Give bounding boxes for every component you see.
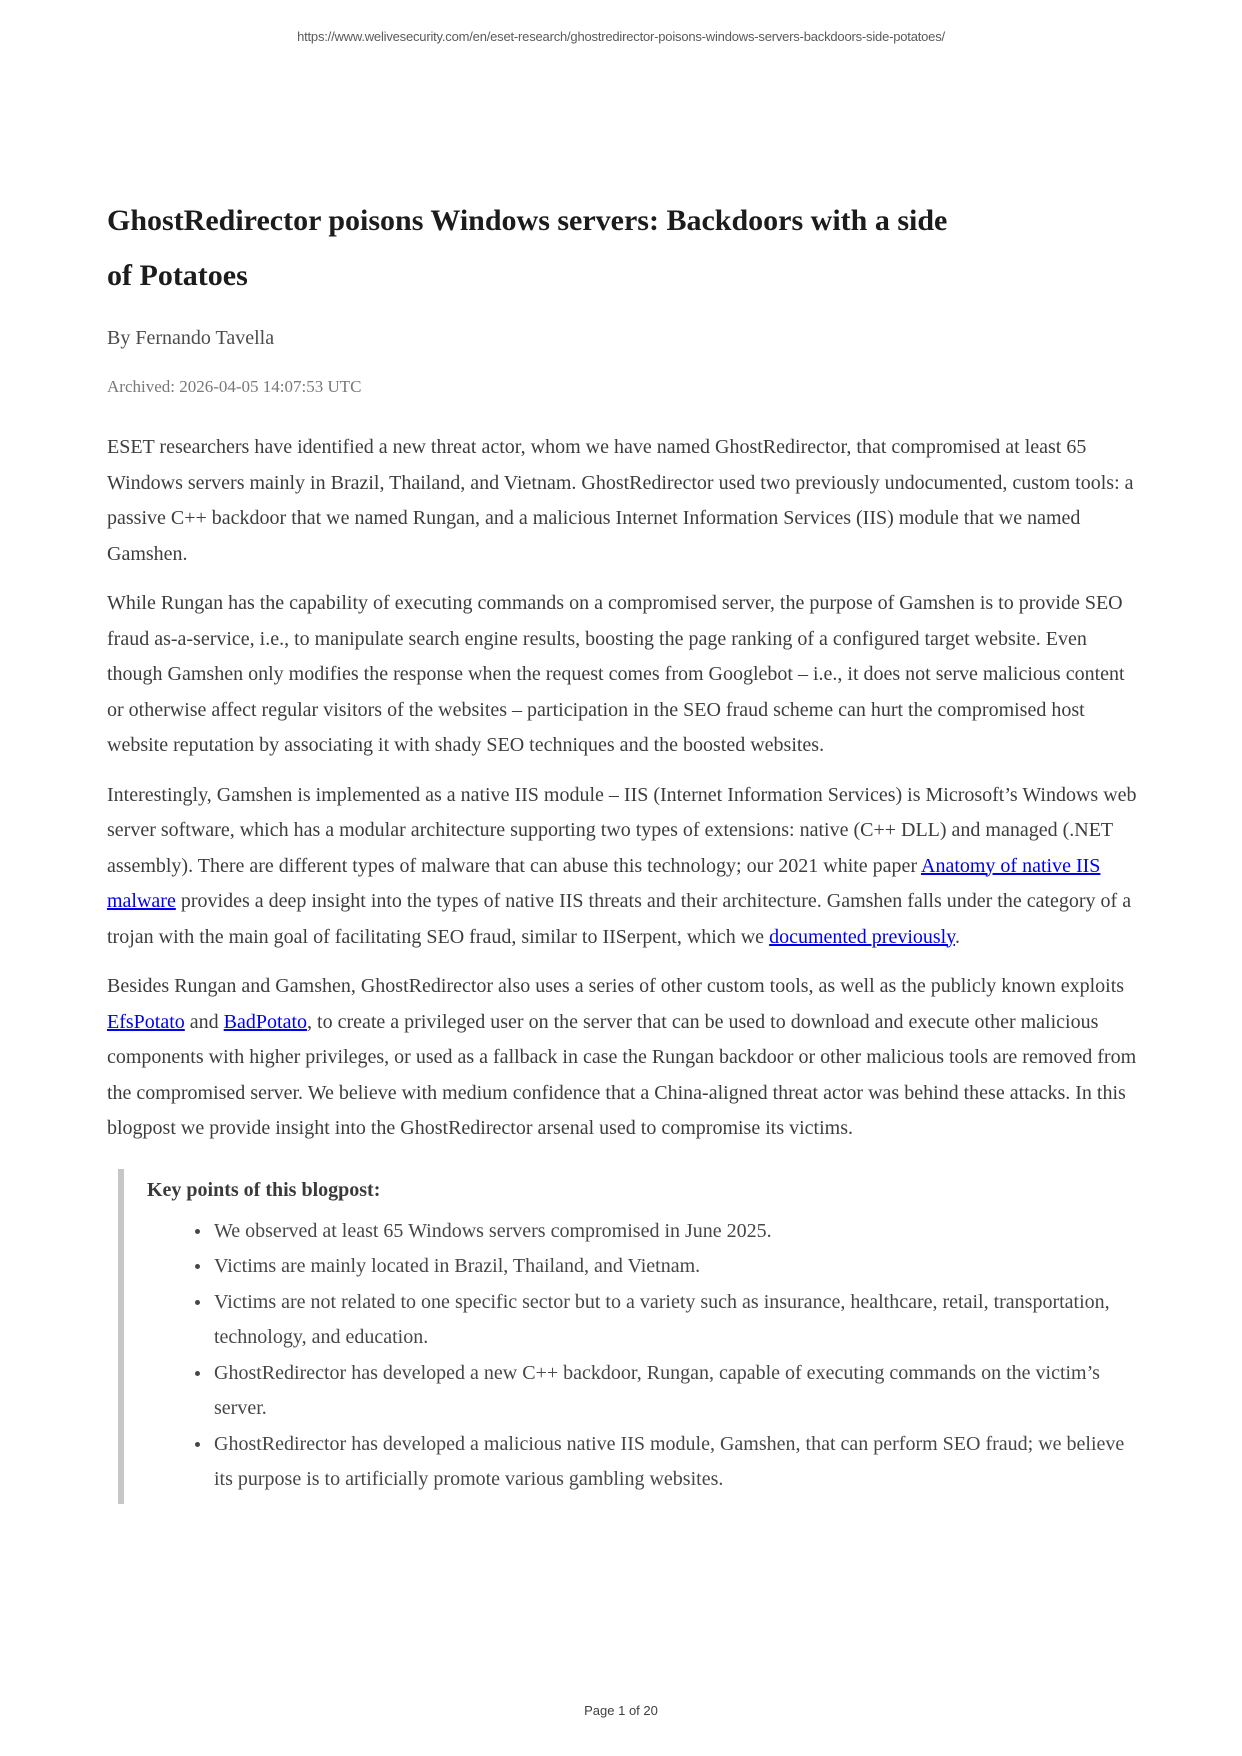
page-title-line-1: GhostRedirector poisons Windows servers: Backdoors with a side <box>107 204 948 237</box>
key-points-list <box>147 1214 1137 1498</box>
paragraph-text: and <box>184 1010 224 1033</box>
paragraph-intro: ESET researchers have identified a new threat actor, whom we have named GhostRedirector, that compromised at least 65 Windows servers mainly in Brazil, Thailand, and Vietnam. GhostRedirector used two previously undocumented, custom tools: a passive C++ backdoor that we named Rungan, and a malicious Internet Information Services (IIS) module that we named Gamshen. <box>107 436 1134 565</box>
link-efspotato[interactable]: EfsPotato <box>107 1010 185 1033</box>
paragraph-text: provides a deep insight into the types of native IIS threats and their architecture. Gamshen falls under the category of a trojan with the main goal of facilitating SEO fraud, similar to IISerpent, which we <box>107 890 1132 948</box>
archived-timestamp: Archived: 2026-04-05 14:07:53 UTC <box>107 377 362 396</box>
key-points-callout <box>118 1169 1139 1504</box>
paragraph-iis-module <box>107 778 1139 956</box>
paragraph-text: . <box>954 925 960 948</box>
page-title-line-2: of Potatoes <box>107 259 248 292</box>
article-content <box>107 193 1139 1504</box>
key-point-item: • GhostRedirector has developed a malicious native IIS module, Gamshen, that can perform SEO fraud; we believe its purpose is to artificially promote various gambling websites. <box>212 1427 1137 1498</box>
key-points-heading: Key points of this blogpost: <box>147 1178 381 1201</box>
paragraph-text: Interestingly, Gamshen is implemented as a native IIS module – IIS (Internet Information Services) is Microsoft’s Windows web server software, which has a modular architecture supporting two types of extensions: native (C++ DLL) and managed (.NET assembly). There are different types of malware that can abuse this technology; our 2021 white paper <box>107 783 1137 877</box>
paragraph-text: Besides Rungan and Gamshen, GhostRedirector also uses a series of other custom tools, as well as the publicly known exploits <box>107 975 1125 997</box>
paragraph-custom-tools <box>107 969 1139 1147</box>
page-title <box>107 193 1139 303</box>
key-point-item: • Victims are mainly located in Brazil, Thailand, and Vietnam. <box>212 1249 1137 1285</box>
key-point-item: • GhostRedirector has developed a new C++ backdoor, Rungan, capable of executing commands on the victim’s server. <box>212 1356 1137 1427</box>
byline: By Fernando Tavella <box>107 327 275 349</box>
print-header-url: https://www.welivesecurity.com/en/eset-research/ghostredirector-poisons-windows-servers-backdoors-side-potatoes/ <box>297 29 945 44</box>
link-documented-previously[interactable]: documented previously <box>769 925 955 948</box>
key-point-item: • We observed at least 65 Windows servers compromised in June 2025. <box>212 1214 1137 1250</box>
article-body <box>107 430 1139 1504</box>
link-anatomy-of-native-iis-malware[interactable]: Anatomy of native IIS malware <box>107 854 1101 912</box>
paragraph-seo-fraud: While Rungan has the capability of executing commands on a compromised server, the purpose of Gamshen is to provide SEO fraud as-a-service, i.e., to manipulate search engine results, boosting the page ranking of a configured target website. Even though Gamshen only modifies the response when the request comes from Googlebot – i.e., it does not serve malicious content or otherwise affect regular visitors of the websites – participation in the SEO fraud scheme can hurt the compromised host website reputation by associating it with shady SEO techniques and the boosted websites. <box>107 592 1125 756</box>
page-number: Page 1 of 20 <box>584 1703 658 1718</box>
key-point-item: • Victims are not related to one specific sector but to a variety such as insurance, healthcare, retail, transportation, technology, and education. <box>212 1285 1137 1356</box>
link-badpotato[interactable]: BadPotato <box>223 1010 308 1033</box>
paragraph-text: , to create a privileged user on the server that can be used to download and execute other malicious components with higher privileges, or used as a fallback in case the Rungan backdoor or other malicious tools are removed from the compromised server. We believe with medium confidence that a China-aligned threat actor was behind these attacks. In this blogpost we provide insight into the GhostRedirector arsenal used to compromise its victims. <box>107 1010 1137 1139</box>
